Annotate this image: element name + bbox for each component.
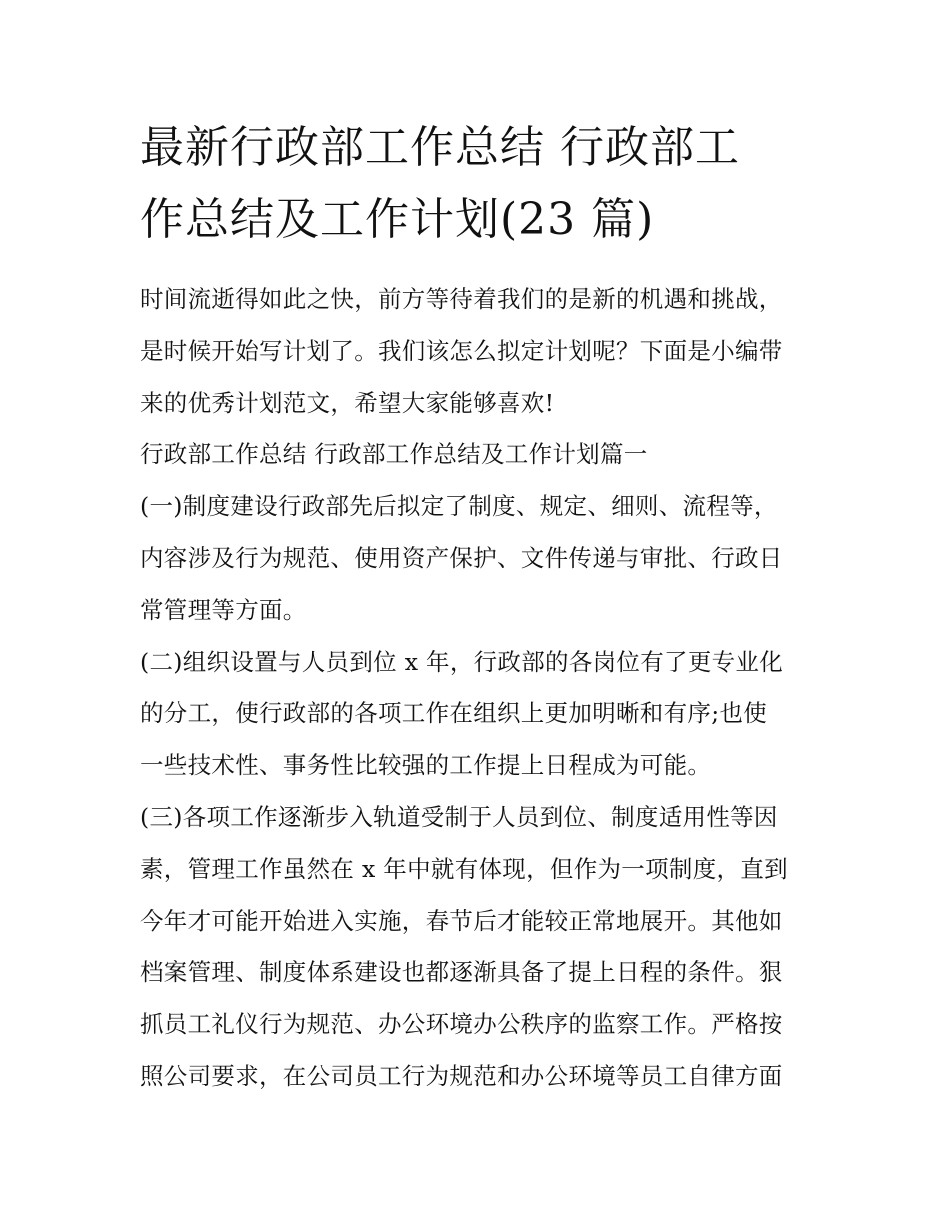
document-content [140, 112, 812, 1103]
body-line: 抓员工礼仪行为规范、办公环境办公秩序的监察工作。严格按 [140, 1010, 783, 1039]
body-line: (一)制度建设行政部先后拟定了制度、规定、细则、流程等， [140, 492, 778, 521]
title-line-2: 作总结及工作计划(23 篇) [140, 194, 655, 245]
section-heading: 行政部工作总结 行政部工作总结及工作计划篇一 [140, 440, 648, 469]
body-line: 今年才可能开始进入实施，春节后才能较正常地展开。其他如 [140, 906, 783, 935]
body-line: 一些技术性、事务性比较强的工作提上日程成为可能。 [140, 751, 712, 780]
body-line: 是时候开始写计划了。我们该怎么拟定计划呢？下面是小编带 [140, 336, 783, 365]
body-line: 内容涉及行为规范、使用资产保护、文件传递与审批、行政日 [140, 543, 783, 572]
body-line: 常管理等方面。 [140, 595, 307, 624]
body-line: (三)各项工作逐渐步入轨道受制于人员到位、制度适用性等因 [140, 802, 778, 831]
document-body [140, 274, 812, 1103]
body-line: 时间流逝得如此之快，前方等待着我们的是新的机遇和挑战， [140, 285, 783, 313]
document-title [140, 112, 812, 256]
title-line-1: 最新行政部工作总结 行政部工 [140, 122, 740, 173]
body-line: 档案管理、制度体系建设也都逐渐具备了提上日程的条件。狠 [140, 958, 783, 987]
body-line: 的分工，使行政部的各项工作在组织上更加明晰和有序;也使 [140, 699, 768, 728]
body-line: 素，管理工作虽然在 x 年中就有体现，但作为一项制度，直到 [140, 854, 788, 883]
body-line: (二)组织设置与人员到位 x 年，行政部的各岗位有了更专业化 [140, 647, 784, 676]
body-line: 来的优秀计划范文，希望大家能够喜欢! [140, 388, 555, 417]
body-line: 照公司要求，在公司员工行为规范和办公环境等员工自律方面 [140, 1061, 783, 1090]
